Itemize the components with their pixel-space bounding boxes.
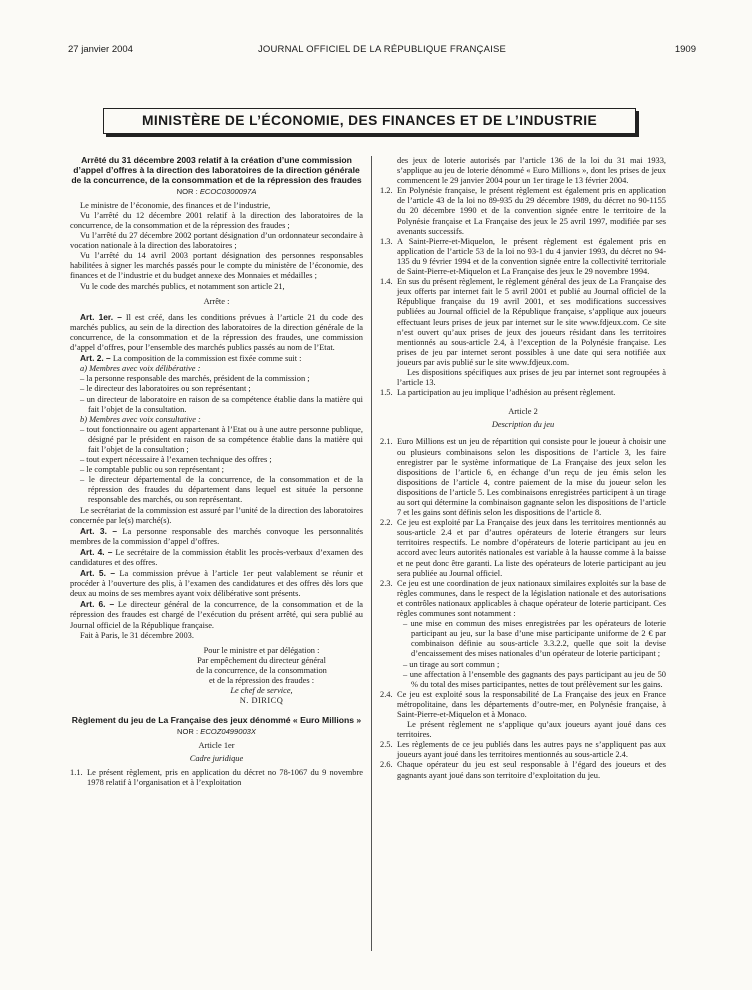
signature-name: N. DIRICQ	[239, 696, 284, 706]
paragraph-text: Le présent règlement, pris en application du décret no 78-1067 du 9 novembre 1978 relatif à l’organisation et à l’exploitation	[87, 767, 363, 787]
nor-code: ECOZ0499003X	[200, 727, 256, 737]
numbered-paragraph	[380, 437, 666, 518]
left-column	[70, 156, 363, 788]
nor-code: ECOC0300097A	[199, 186, 257, 196]
page-header	[68, 44, 696, 58]
visa-line: Vu le code des marchés publics, et notamment son article 21,	[80, 281, 285, 291]
nor-label: NOR :	[177, 727, 199, 737]
article-1	[70, 312, 363, 353]
paragraph-text	[397, 579, 666, 690]
paragraph-number: 2.5.	[380, 740, 393, 750]
visa-line: Vu l’arrêté du 27 décembre 2002 portant désignation d’un ordonnateur secondaire à vocation nationale à la direction des laboratoires ;	[70, 231, 363, 251]
paragraph-text: Ce jeu est exploité par La Française des jeux dans les territoires mentionnés au sous-article 2.4 et par d’autres opérateurs de loterie étrangers sur leurs territoires respectifs. Le nombre d’opérateurs de loterie participant au jeu en accord avec leurs autorités nationales est variable à la hausse comme à la baisse et ne peut donc être garanti. La liste des opérateurs de loterie participant au jeu sera publiée au Journal officiel.	[397, 518, 666, 578]
paragraph-body: En sus du présent règlement, le règlement général des jeux de La Française des jeux offerts par internet fait le 5 avril 2001 et publié au Journal officiel de la République française du 19 avril 2001, et ses modifications successives publiées au Journal officiel de la République française, s’applique aux joueurs effectuant leurs prises de jeux par internet sur le site www.fdjeux.com. Ce site n’est ouvert qu’aux prises de jeux des joueurs résidant dans les territoires mentionnés au sous-article 2.4, à l’exception de la Polynésie française. Les prises de jeu par internet seront possibles à une date qui sera notifiée aux joueurs par avis publié sur le site www.fdjeux.com.	[397, 277, 666, 367]
column-divider	[371, 156, 372, 951]
header-date: 27 janvier 2004	[68, 44, 133, 55]
members-b-label: b) Membres avec voix consultative :	[80, 414, 201, 424]
list-item: – tout fonctionnaire ou agent appartenant à l’Etat ou à une autre personne publique, désigné par le président en raison de sa compétence établie dans la matière qui fait l’objet de la consultation ;	[80, 424, 363, 454]
list-item: – une affectation à l’ensemble des gagnants des pays participant au jeu de 50 % du total des mises participantes, nettes de tout prélèvement sur les gains.	[403, 669, 666, 689]
signature-line: Pour le ministre et par délégation :	[203, 645, 320, 655]
numbered-paragraph	[380, 740, 666, 760]
signature-line: de la concurrence, de la consommation	[196, 665, 327, 675]
section-heading: Description du jeu	[491, 420, 555, 430]
article-3	[70, 526, 363, 547]
list-item: – tout expert nécessaire à l’examen technique des offres ;	[80, 455, 272, 465]
paragraph-text: A Saint-Pierre-et-Miquelon, le présent règlement est également pris en application de l’article 53 de la loi no 93-1 du 4 janvier 1993, du décret no 94-135 du 9 février 1994 et de la convention signée entre la collectivité territoriale de Saint-Pierre-et-Miquelon et La Française des jeux le 29 novembre 1994.	[397, 236, 666, 277]
signature-line: et de la répression des fraudes :	[208, 676, 315, 686]
numbered-paragraph	[380, 579, 666, 690]
numbered-paragraph	[380, 237, 666, 277]
paragraph-number: 1.3.	[380, 236, 393, 246]
paragraph-number: 2.6.	[380, 760, 393, 770]
list-item: – la personne responsable des marchés, président de la commission ;	[80, 374, 310, 384]
paragraph-text: La participation au jeu implique l’adhésion au présent règlement.	[397, 388, 616, 398]
list-item: – le directeur des laboratoires ou son représentant ;	[80, 384, 251, 394]
paragraph-body: Ce jeu est exploité sous la responsabilité de La Française des jeux en France métropolitaine, dans les départements d’outre-mer, en Polynésie française, à Saint-Pierre-et-Miquelon et à Monaco.	[397, 689, 666, 719]
fait-line: Fait à Paris, le 31 décembre 2003.	[80, 630, 194, 640]
nor-reference	[70, 187, 363, 197]
nor-label: NOR :	[176, 186, 198, 196]
signature-line: Par empêchement du directeur général	[197, 655, 326, 665]
arrete-heading: Arrête :	[203, 296, 230, 306]
members-a-label: a) Membres avec voix délibérative :	[80, 364, 201, 374]
article-6	[70, 599, 363, 630]
signature-block	[70, 646, 363, 707]
paragraph-body: Ce jeu est une coordination de jeux nationaux similaires exploités sur la base de règles communes, dans le respect de la législation nationale et des autorisations et contrôles nationaux applicables à chaque opérateur de loterie participant. Ces règles communes sont notamment :	[397, 578, 666, 619]
numbered-paragraph	[380, 388, 666, 398]
numbered-paragraph	[380, 186, 666, 236]
signature-role: Le chef de service,	[230, 686, 293, 696]
nor-reference	[70, 727, 363, 737]
paragraph-text: Les règlements de ce jeu publiés dans les autres pays ne s’appliquent pas aux joueurs ayant joué dans les territoires mentionnés au sous-article 2.4.	[397, 740, 666, 760]
article-text: Il est créé, dans les conditions prévues à l’article 21 du code des marchés publics, au sein de la direction des laboratoires de la direction générale de la concurrence, de la consommation et de la répression des fraudes, une commission d’appel d’offres, pour l’ensemble des marchés publics passés au nom de l’Etat.	[70, 312, 363, 353]
list-item: – un tirage au sort commun ;	[403, 659, 500, 669]
paragraph-continuation: des jeux de loterie autorisés par l’article 136 de la loi du 31 mai 1933, s’applique au jeu de loterie dénommé « Euro Millions », dont les prises de jeux commencent le 29 janvier 2004 pour un 1er tirage le 13 février 2004.	[397, 156, 666, 186]
paragraph-text	[397, 690, 666, 740]
article-label: Art. 3. –	[80, 525, 118, 536]
paragraph-number: 1.4.	[380, 277, 393, 287]
header-title: JOURNAL OFFICIEL DE LA RÉPUBLIQUE FRANÇAISE	[257, 44, 507, 55]
article-heading: Article 1er	[198, 741, 235, 751]
article-label: Art. 2. –	[80, 353, 111, 364]
section-heading: Cadre juridique	[189, 754, 244, 764]
visa-line: Le ministre de l’économie, des finances et de l’industrie,	[80, 200, 271, 210]
paragraph-number: 2.1.	[380, 437, 393, 447]
visa-line: Vu l’arrêté du 14 avril 2003 portant désignation des personnes responsables habilitées à signer les marchés passés pour le compte du ministère de l’économie, des finances et de l’industrie et du budget annexe des Monnaies et médailles ;	[70, 251, 363, 281]
article-label: Art. 4. –	[80, 546, 113, 557]
article-text: La personne responsable des marchés convoque les personnalités membres de la commission d’appel d’offres.	[70, 526, 363, 546]
article-2	[70, 353, 363, 364]
article-text: Le secrétaire de la commission établit les procès-verbaux d’examen des candidatures et des offres.	[70, 547, 364, 567]
article-label: Art. 6. –	[80, 599, 115, 610]
list-item: – le directeur départemental de la concurrence, de la consommation et de la répression des fraudes du département dans lequel est située la personne responsable des marchés, ou son représentant.	[80, 475, 363, 505]
list-item: – un directeur de laboratoire en raison de sa compétence établie dans la matière qui fait l’objet de la consultation.	[80, 394, 363, 414]
article-text: Le directeur général de la concurrence, de la consommation et de la répression des fraudes est chargé de l’exécution du présent arrêté, qui sera publié au Journal officiel de la République française.	[70, 600, 363, 630]
ministry-banner: MINISTÈRE DE L’ÉCONOMIE, DES FINANCES ET DE L’INDUSTRIE	[103, 108, 636, 134]
numbered-paragraph	[380, 690, 666, 740]
article-label: Art. 5. –	[80, 568, 116, 579]
paragraph-text: En Polynésie française, le présent règlement est également pris en application de l’article 43 de la loi no 89-935 du 29 décembre 1989, du décret no 90-1155 du 20 décembre 1990 et de la convention signée entre le territoire de la Polynésie française et La Française des jeux le 25 avril 1997, modifiée par ses avenants successifs.	[397, 186, 666, 236]
paragraph-number: 2.2.	[380, 518, 393, 528]
arrete-title: Arrêté du 31 décembre 2003 relatif à la création d’une commission d’appel d’offres à la direction des laboratoires de la direction générale de la concurrence, de la consommation et de la répression des fraudes	[71, 155, 362, 185]
page-number: 1909	[674, 44, 696, 55]
reglement-title: Règlement du jeu de La Française des jeux dénommé « Euro Millions »	[71, 715, 362, 726]
numbered-paragraph	[380, 518, 666, 579]
paragraph-number: 2.4.	[380, 689, 393, 699]
paragraph-number: 1.1.	[70, 767, 83, 777]
article-4	[70, 547, 363, 568]
article-label: Art. 1er. –	[80, 311, 122, 322]
paragraph-number: 1.2.	[380, 186, 393, 196]
article-text: La commission prévue à l’article 1er peut valablement se réunir et procéder à l’ouverture des plis, à l’examen des candidatures et des offres dès lors que deux au moins de ses membres ayant voix délibérative sont présents.	[70, 569, 363, 599]
paragraph-text	[397, 277, 666, 388]
numbered-paragraph	[380, 760, 666, 780]
paragraph-text: Euro Millions est un jeu de répartition qui consiste pour le joueur à choisir une ou plusieurs combinaisons selon les dispositions de l’article 3, les faire enregistrer par le système informatique de La Française des jeux selon les dispositions de l’article 6, en échange d’un reçu de jeu émis selon les dispositions de l’article 4, contre paiement de la mise du joueur selon les dispositions de l’article 5. Les combinaisons enregistrées participent à un tirage au sort qui détermine la combinaison gagnante selon les dispositions de l’article 7 et les gains sont définis selon les dispositions de l’article 8.	[397, 437, 666, 518]
numbered-paragraph	[70, 768, 363, 788]
paragraph-body: Les dispositions spécifiques aux prises de jeu par internet sont regroupées à l’article 13.	[397, 367, 666, 388]
secretariat-text: Le secrétariat de la commission est assuré par l’unité de la direction des laboratoires concernée par le(s) marché(s).	[70, 505, 363, 525]
list-item: – une mise en commun des mises enregistrées par les opérateurs de loterie participant au jeu, sur la base d’une mise participante uniforme de 2 € par combinaison définie au sous-article 3.3.2.2, quelle que soit la devise d’encaissement des mises nationales d’un opérateur de loterie participant ;	[403, 619, 666, 659]
article-text: La composition de la commission est fixée comme suit :	[112, 354, 302, 364]
article-5	[70, 568, 363, 599]
visa-line: Vu l’arrêté du 12 décembre 2001 relatif à la direction des laboratoires de la concurrence, de la consommation et de la répression des fraudes ;	[70, 210, 363, 230]
paragraph-number: 2.3.	[380, 578, 393, 588]
right-column	[380, 156, 666, 781]
paragraph-number: 1.5.	[380, 388, 393, 398]
article-heading: Article 2	[508, 407, 538, 417]
list-item: – le comptable public ou son représentant ;	[80, 465, 224, 475]
numbered-paragraph	[380, 277, 666, 388]
paragraph-text: Chaque opérateur du jeu est seul responsable à l’égard des joueurs et des gagnants ayant joué dans son territoire d’exploitation du jeu.	[397, 760, 666, 780]
paragraph-body: Le présent règlement ne s’applique qu’aux joueurs ayant joué dans ces territoires.	[397, 720, 666, 740]
